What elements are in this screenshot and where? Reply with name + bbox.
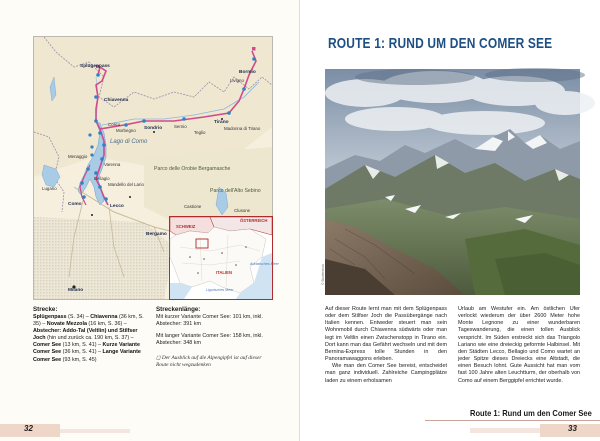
footer-rule bbox=[425, 420, 600, 421]
left-footer bbox=[0, 418, 300, 441]
route-map bbox=[33, 36, 279, 300]
map-label-sondrio: Sondrio bbox=[144, 126, 163, 131]
station-4-name: Comer See bbox=[33, 342, 62, 349]
map-label-tirano: Tirano bbox=[214, 120, 229, 125]
station-2-name: Novate Mezzola bbox=[46, 321, 87, 328]
mountain-photo-graphic bbox=[325, 69, 580, 295]
overview-inset-map bbox=[169, 216, 279, 300]
map-label-bormio: Bormio bbox=[239, 70, 256, 75]
map-label-morbegno: Morbegno bbox=[116, 128, 136, 133]
image-caption: ◻ Der Ausblick auf die Alpengipfel ist auf dieser Route nicht wegzudenken bbox=[156, 355, 262, 369]
map-label-varenna: Varenna bbox=[104, 162, 121, 167]
station-6-detail: (93 km, S. 45) bbox=[61, 356, 97, 363]
station-2-detail: (16 km, S. 36) – bbox=[86, 321, 127, 328]
map-label-menaggio: Menaggio bbox=[68, 154, 88, 159]
running-head: Route 1: Rund um den Comer See bbox=[470, 409, 592, 418]
station-1-detail: (36 km, S. 35) – bbox=[33, 314, 144, 328]
inset-label-austria: ÖSTERREICH bbox=[240, 218, 268, 223]
station-4-detail: (13 km, S. 41) – bbox=[61, 342, 103, 349]
route-title: ROUTE 1: RUND UM DEN COMER SEE bbox=[328, 36, 553, 52]
map-label-sernio: Sernio bbox=[174, 124, 187, 129]
route-lengths bbox=[156, 306, 274, 347]
footer-band-light bbox=[60, 429, 130, 433]
map-label-colico: Colico bbox=[108, 122, 121, 127]
station-0-detail: (S. 34) – bbox=[66, 314, 91, 320]
map-label-spluegenpass: Splügenpass bbox=[80, 64, 110, 69]
map-label-como: Como bbox=[68, 202, 82, 207]
inset-label-switzerland: SCHWEIZ bbox=[176, 224, 196, 229]
map-label-parco-alto-sebino: Parco dell'Alto Sebino bbox=[210, 188, 261, 194]
station-5-detail: (36 km, S. 41) – bbox=[61, 349, 103, 356]
map-label-livigno: Livigno bbox=[230, 78, 244, 83]
inset-graphic bbox=[170, 217, 272, 299]
route-lengths-heading: Streckenlänge: bbox=[156, 306, 201, 313]
body-column-2 bbox=[458, 306, 580, 385]
map-label-lugano: Lugano bbox=[42, 186, 57, 191]
inset-label-italy: ITALIEN bbox=[216, 270, 232, 275]
map-label-madonna: Madonna di Tirano bbox=[224, 126, 261, 131]
footer-band-light bbox=[470, 428, 540, 433]
body-paragraph-2: Wie man den Comer See bereist, entscheidet man ganz individuell. Zahlreiche Campingplätze laden zu einem erholsamen bbox=[325, 363, 447, 384]
page-number-left: 32 bbox=[24, 424, 33, 433]
station-1-name: Chiavenna bbox=[90, 314, 118, 320]
map-label-milano: Milano bbox=[68, 288, 84, 293]
page-number-right: 33 bbox=[568, 424, 577, 433]
inset-label-ligurian: Ligurisches Meer bbox=[206, 288, 234, 292]
station-5-name: Kurze Variante Comer See bbox=[33, 342, 140, 356]
route-length-short: Mit kurzer Variante Comer See: 101 km, inkl. Abstecher: 391 km bbox=[156, 314, 263, 328]
body-paragraph-3: Urlaub am Westufer ein. Am östlichen Ufer verlockt wiederum der über 2600 Meter hohe Monte Legnone zu einer wunderbaren Tageswanderung, die einen tollen Ausblick verspricht. Im Süden erstreckt sich das Triangolo Lariano wie eine dreieckig geformte Halbinsel. Mit den Städten Lecco, Bellagio und Como wartet an jeder Spitze dieses Dreiecks eine Altstadt, die einen Besuch lohnt. Gute Aussicht hat man vom fast 100 Jahre alten Leuchtturm, der oberhalb von Como auf einem Berggipfel errichtet wurde. bbox=[458, 306, 580, 384]
map-label-bellagio: Bellagio bbox=[94, 176, 110, 181]
map-label-castione: Castione bbox=[184, 204, 202, 209]
route-stations bbox=[33, 306, 145, 364]
map-label-lago-di-como: Lago di Como bbox=[110, 139, 148, 145]
photo-credit: © Shutterstock bbox=[321, 264, 325, 285]
map-label-bergamo: Bergamo bbox=[146, 232, 167, 237]
body-column-1 bbox=[325, 306, 447, 385]
station-0-name: Splügenpass bbox=[33, 314, 67, 320]
body-paragraph-1: Auf dieser Route lernt man mit dem Splügenpass oder dem Stilfser Joch die Passübergänge nach Italien kennen. Entweder steuert man sein Wohnmobil durch Chiavenna südwärts oder man legt im Veltlin einen Zwischenstopp in Tirano ein. Dort kann man das Gefährt wechseln und mit dem Bernina-Express tolle Stunden in den Panoramawaggons erleben. bbox=[325, 306, 447, 363]
station-3-detail: (hin und zurück ca. 190 km, S. 37) – bbox=[45, 335, 134, 342]
map-label-chiavenna: Chiavenna bbox=[104, 98, 129, 103]
map-label-lecco: Lecco bbox=[110, 204, 124, 209]
station-6-name: Lange Variante Comer See bbox=[33, 349, 141, 363]
route-length-long: Mit langer Variante Comer See: 158 km, inkl. Abstecher: 348 km bbox=[156, 333, 263, 347]
map-label-teglio: Teglio bbox=[194, 130, 206, 135]
map-label-mandello: Mandello del Lario bbox=[108, 182, 144, 187]
map-label-parco-orobie: Parco delle Orobie Bergamasche bbox=[154, 166, 231, 172]
map-label-clusone: Clusone bbox=[234, 208, 251, 213]
right-footer bbox=[300, 409, 600, 441]
inset-label-adriatic: Adriatisches Meer bbox=[250, 262, 279, 266]
route-stations-heading: Strecke: bbox=[33, 306, 58, 313]
station-3-name: Abstecher: Addo-Tal (Veltlin) und Stilfser Joch bbox=[33, 328, 138, 342]
route-stations-text bbox=[33, 314, 145, 364]
mountain-photo bbox=[325, 69, 580, 295]
right-page bbox=[300, 0, 600, 441]
